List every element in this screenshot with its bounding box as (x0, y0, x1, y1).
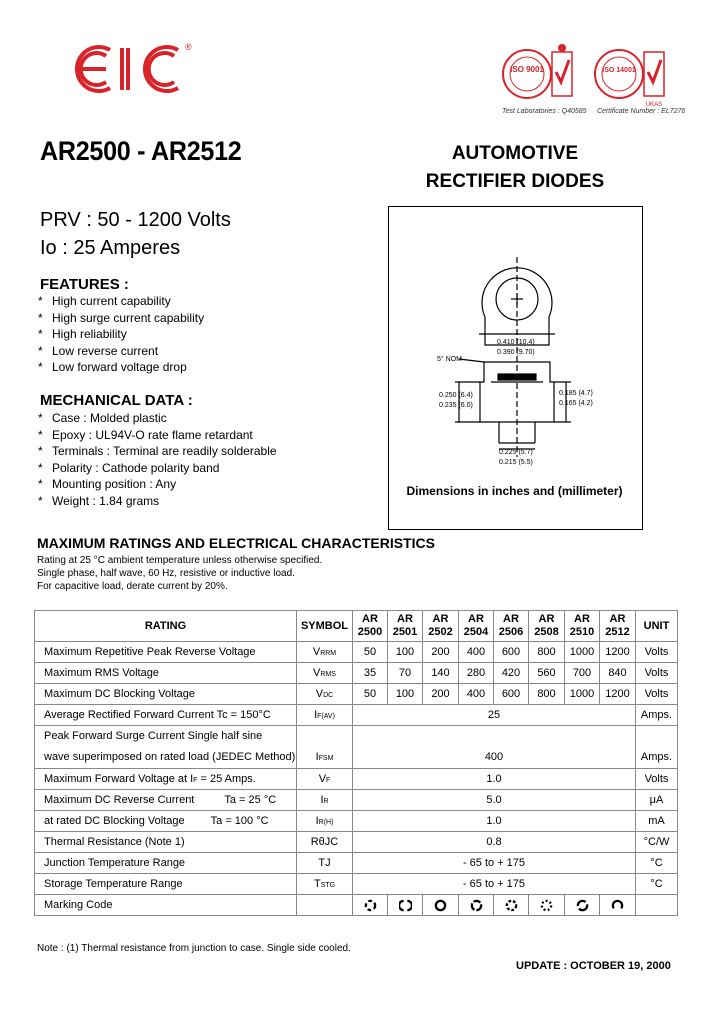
mechanical-heading: MECHANICAL DATA : (40, 392, 193, 409)
table-row: Thermal Resistance (Note 1) RθJC 0.8 °C/W (35, 832, 678, 853)
list-item: * Polarity : Cathode polarity band (38, 460, 220, 475)
table-row: Maximum DC Blocking Voltage VDC 50 100 200 400 600 800 1000 1200 Volts (35, 684, 678, 705)
marking-code-2506-icon (505, 899, 518, 912)
marking-code-2512-icon (611, 899, 624, 912)
svg-text:0.165 (4.2): 0.165 (4.2) (559, 400, 593, 407)
iso14001-badge-icon (592, 42, 666, 116)
list-item: * Low reverse current (38, 343, 159, 358)
eic-logo (66, 40, 196, 98)
marking-code-2504-icon (470, 899, 483, 912)
part-number-title: AR2500 - AR2512 (40, 136, 242, 166)
mechanical-list (38, 410, 277, 509)
svg-text:0.215 (5.5): 0.215 (5.5) (499, 459, 533, 466)
dimension-diagram-box (388, 206, 643, 530)
list-item: * High reliability (38, 327, 127, 341)
table-row: Junction Temperature Range TJ - 65 to + 175 °C (35, 853, 678, 874)
table-row: Maximum RMS Voltage VRMS 35 70 140 280 420 560 700 840 Volts (35, 663, 678, 684)
prv-io-summary (40, 206, 231, 262)
marking-code-2502-icon (434, 899, 447, 912)
cert-caption-left: Test Laboratories : Q40585 (502, 108, 587, 115)
ratings-heading: MAXIMUM RATINGS AND ELECTRICAL CHARACTERISTICS (37, 535, 435, 551)
diode-package-drawing (389, 207, 642, 529)
table-row: at rated DC Blocking Voltage Ta = 100 °C IR(H) 1.0 mA (35, 811, 678, 832)
svg-text:0.185 (4.7): 0.185 (4.7) (559, 390, 593, 397)
iso9001-badge-icon (500, 42, 574, 116)
diagram-caption: Dimensions in inches and (millimeter) (406, 484, 623, 498)
cert-caption-right: Certificate Number : EL7276 (597, 108, 686, 115)
marking-code-2501-icon (399, 899, 412, 912)
list-item: * High current capability (38, 294, 171, 308)
features-heading: FEATURES : (40, 276, 129, 293)
footnote: Note : (1) Thermal resistance from junction to case. Single side cooled. (37, 943, 351, 954)
table-row: Marking Code (35, 895, 678, 916)
svg-text:0.250 (6.4): 0.250 (6.4) (439, 392, 473, 399)
list-item: * Case : Molded plastic (38, 411, 167, 425)
list-item: * Epoxy : UL94V-O rate flame retardant (38, 427, 253, 442)
marking-code-2508-icon (540, 899, 553, 912)
svg-text:0.225 (5.7): 0.225 (5.7) (499, 449, 533, 456)
list-item: * Mounting position : Any (38, 477, 177, 491)
ratings-table (34, 610, 678, 916)
update-date: UPDATE : OCTOBER 19, 2000 (516, 960, 671, 972)
table-row: Storage Temperature Range TSTG - 65 to + 175 °C (35, 874, 678, 895)
prv-line: PRV : 50 - 1200 Volts (40, 209, 231, 231)
svg-text:ISO 14001: ISO 14001 (602, 67, 636, 74)
list-item: * Terminals : Terminal are readily solderable (38, 444, 277, 458)
list-item: * Low forward voltage drop (38, 360, 187, 374)
table-row: Maximum DC Reverse Current Ta = 25 °C IR 5.0 μA (35, 790, 678, 811)
svg-text:5° NOM: 5° NOM (437, 356, 462, 363)
table-row: Average Rectified Forward Current Tc = 150°C IF(AV) 25 Amps. (35, 705, 678, 726)
svg-text:0.390 (9.70): 0.390 (9.70) (497, 349, 535, 356)
logo-reg-mark: ® (185, 42, 192, 52)
table-header-row: RATING SYMBOL AR 2500 AR 2501 AR 2502 AR 2504 AR 2506 AR 2508 AR 2510 AR 2512 UNIT (35, 611, 678, 642)
svg-text:UKAS: UKAS (645, 102, 663, 108)
svg-text:0.235 (6.0): 0.235 (6.0) (439, 402, 473, 409)
ratings-conditions: Rating at 25 °C ambient temperature unless otherwise specified. Single phase, half wave, 60 Hz, resistive or inductive load. For capacitive load, derate current by 20%. (37, 555, 323, 592)
svg-text:EIC: EIC (66, 40, 68, 41)
list-item: * Weight : 1.84 grams (38, 493, 160, 508)
io-line: Io : 25 Amperes (40, 237, 181, 259)
table-row: Peak Forward Surge Current Single half sine wave superimposed on rated load (JEDEC Method) IFSM 400 Amps. (35, 726, 678, 769)
svg-text:0.410 (10.4): 0.410 (10.4) (497, 339, 535, 346)
list-item: * High surge current capability (38, 310, 205, 325)
marking-code-2500-icon (364, 899, 377, 912)
table-row: Maximum Repetitive Peak Reverse Voltage VRRM 50 100 200 400 600 800 1000 1200 Volts (35, 642, 678, 663)
marking-code-2510-icon (576, 899, 589, 912)
svg-text:ISO 9001: ISO 9001 (510, 65, 544, 74)
product-subtitle: AUTOMOTIVE RECTIFIER DIODES (425, 143, 605, 192)
table-row: Maximum Forward Voltage at IF = 25 Amps. VF 1.0 Volts (35, 769, 678, 790)
features-list (38, 293, 204, 376)
